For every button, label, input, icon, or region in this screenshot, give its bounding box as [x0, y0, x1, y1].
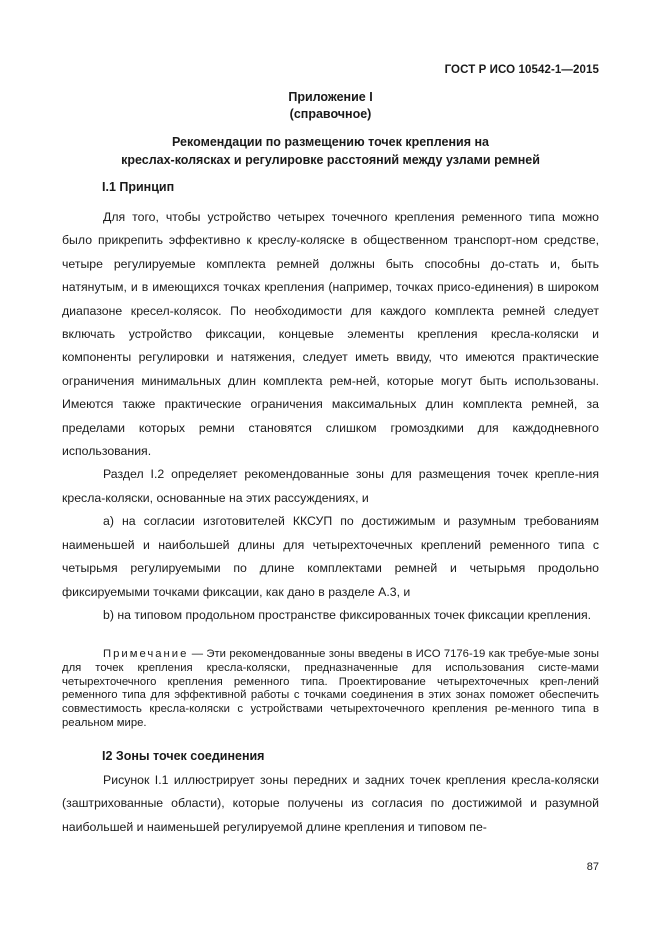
paragraph: b) на типовом продольном пространстве фиксированных точек фиксации крепления.: [103, 607, 592, 622]
appendix-heading-line2: креслах-колясках и регулировке расстояний между узлами ремней: [121, 153, 540, 167]
standard-code: ГОСТ Р ИСО 10542-1—2015: [444, 64, 599, 76]
section-1-body: [62, 206, 599, 627]
note-text: — Эти рекомендованные зоны введены в ИСО 7176-19 как требуе-мые зоны для точек крепления кресла-коляски, предназначенные для использования систе-мами четырехточечного крепления ременного типа. Проектирование четырехточечных креп-лений ременного типа для эффективной работы с точками соединения в этих зонах поможет обеспечить совместимость кресла-коляски с устройствами четырехточечного крепления ре-менного типа в реальном мире.: [62, 648, 599, 729]
appendix-heading-line1: Рекомендации по размещению точек крепления на: [172, 135, 489, 149]
appendix-heading: [62, 133, 599, 169]
note: [62, 648, 599, 731]
paragraph: а) на согласии изготовителей ККСУП по достижимым и разумным требованиям наименьшей и наибольшей длины для четырехточечных креплений ременного типа с четырьмя регулируемыми по длине комплектами ремней и четырьмя продольно фиксируемыми точками фиксации, как дано в разделе А.3, и: [62, 514, 599, 599]
paragraph: Для того, чтобы устройство четырех точечного крепления ременного типа можно было прикрепить эффективно к креслу-коляске в общественном транспорт-ном средстве, четыре регулируемые комплекта ремней должны быть способны до-стать и, быть натянутым, и в имеющихся точках крепления (например, точках присо-единения) в широком диапазоне кресел-колясок. По необходимости для каждого комплекта ремней следует включать устройство фиксации, концевые элементы крепления кресла-коляски и компоненты регулировки и натяжения, следует иметь ввиду, что имеются практические ограничения минимальных длин комплекта рем-ней, которые могут быть использованы. Имеются также практические ограничения максимальных длин комплекта ремней, за пределами которых ремни становятся слишком громоздкими для каждодневного использования.: [62, 210, 599, 459]
section-2-body: [62, 769, 599, 839]
page-number: 87: [586, 861, 599, 873]
appendix-title: Приложение I: [288, 90, 373, 104]
paragraph: Раздел I.2 определяет рекомендованные зоны для размещения точек крепле-ния кресла-коляски, основанные на этих рассуждениях, и: [62, 467, 599, 505]
section-1-title: I.1 Принцип: [102, 180, 175, 194]
section-2-title: I2 Зоны точек соединения: [102, 749, 265, 763]
note-label: Примечание: [103, 648, 189, 660]
paragraph: Рисунок I.1 иллюстрирует зоны передних и задних точек крепления кресла-коляски (заштрихованные области), которые получены из согласия по достижимой и разумной наибольшей и наименьшей регулируемой длине крепления и типовом пе-: [62, 773, 599, 834]
appendix-kind: (справочное): [289, 107, 372, 121]
